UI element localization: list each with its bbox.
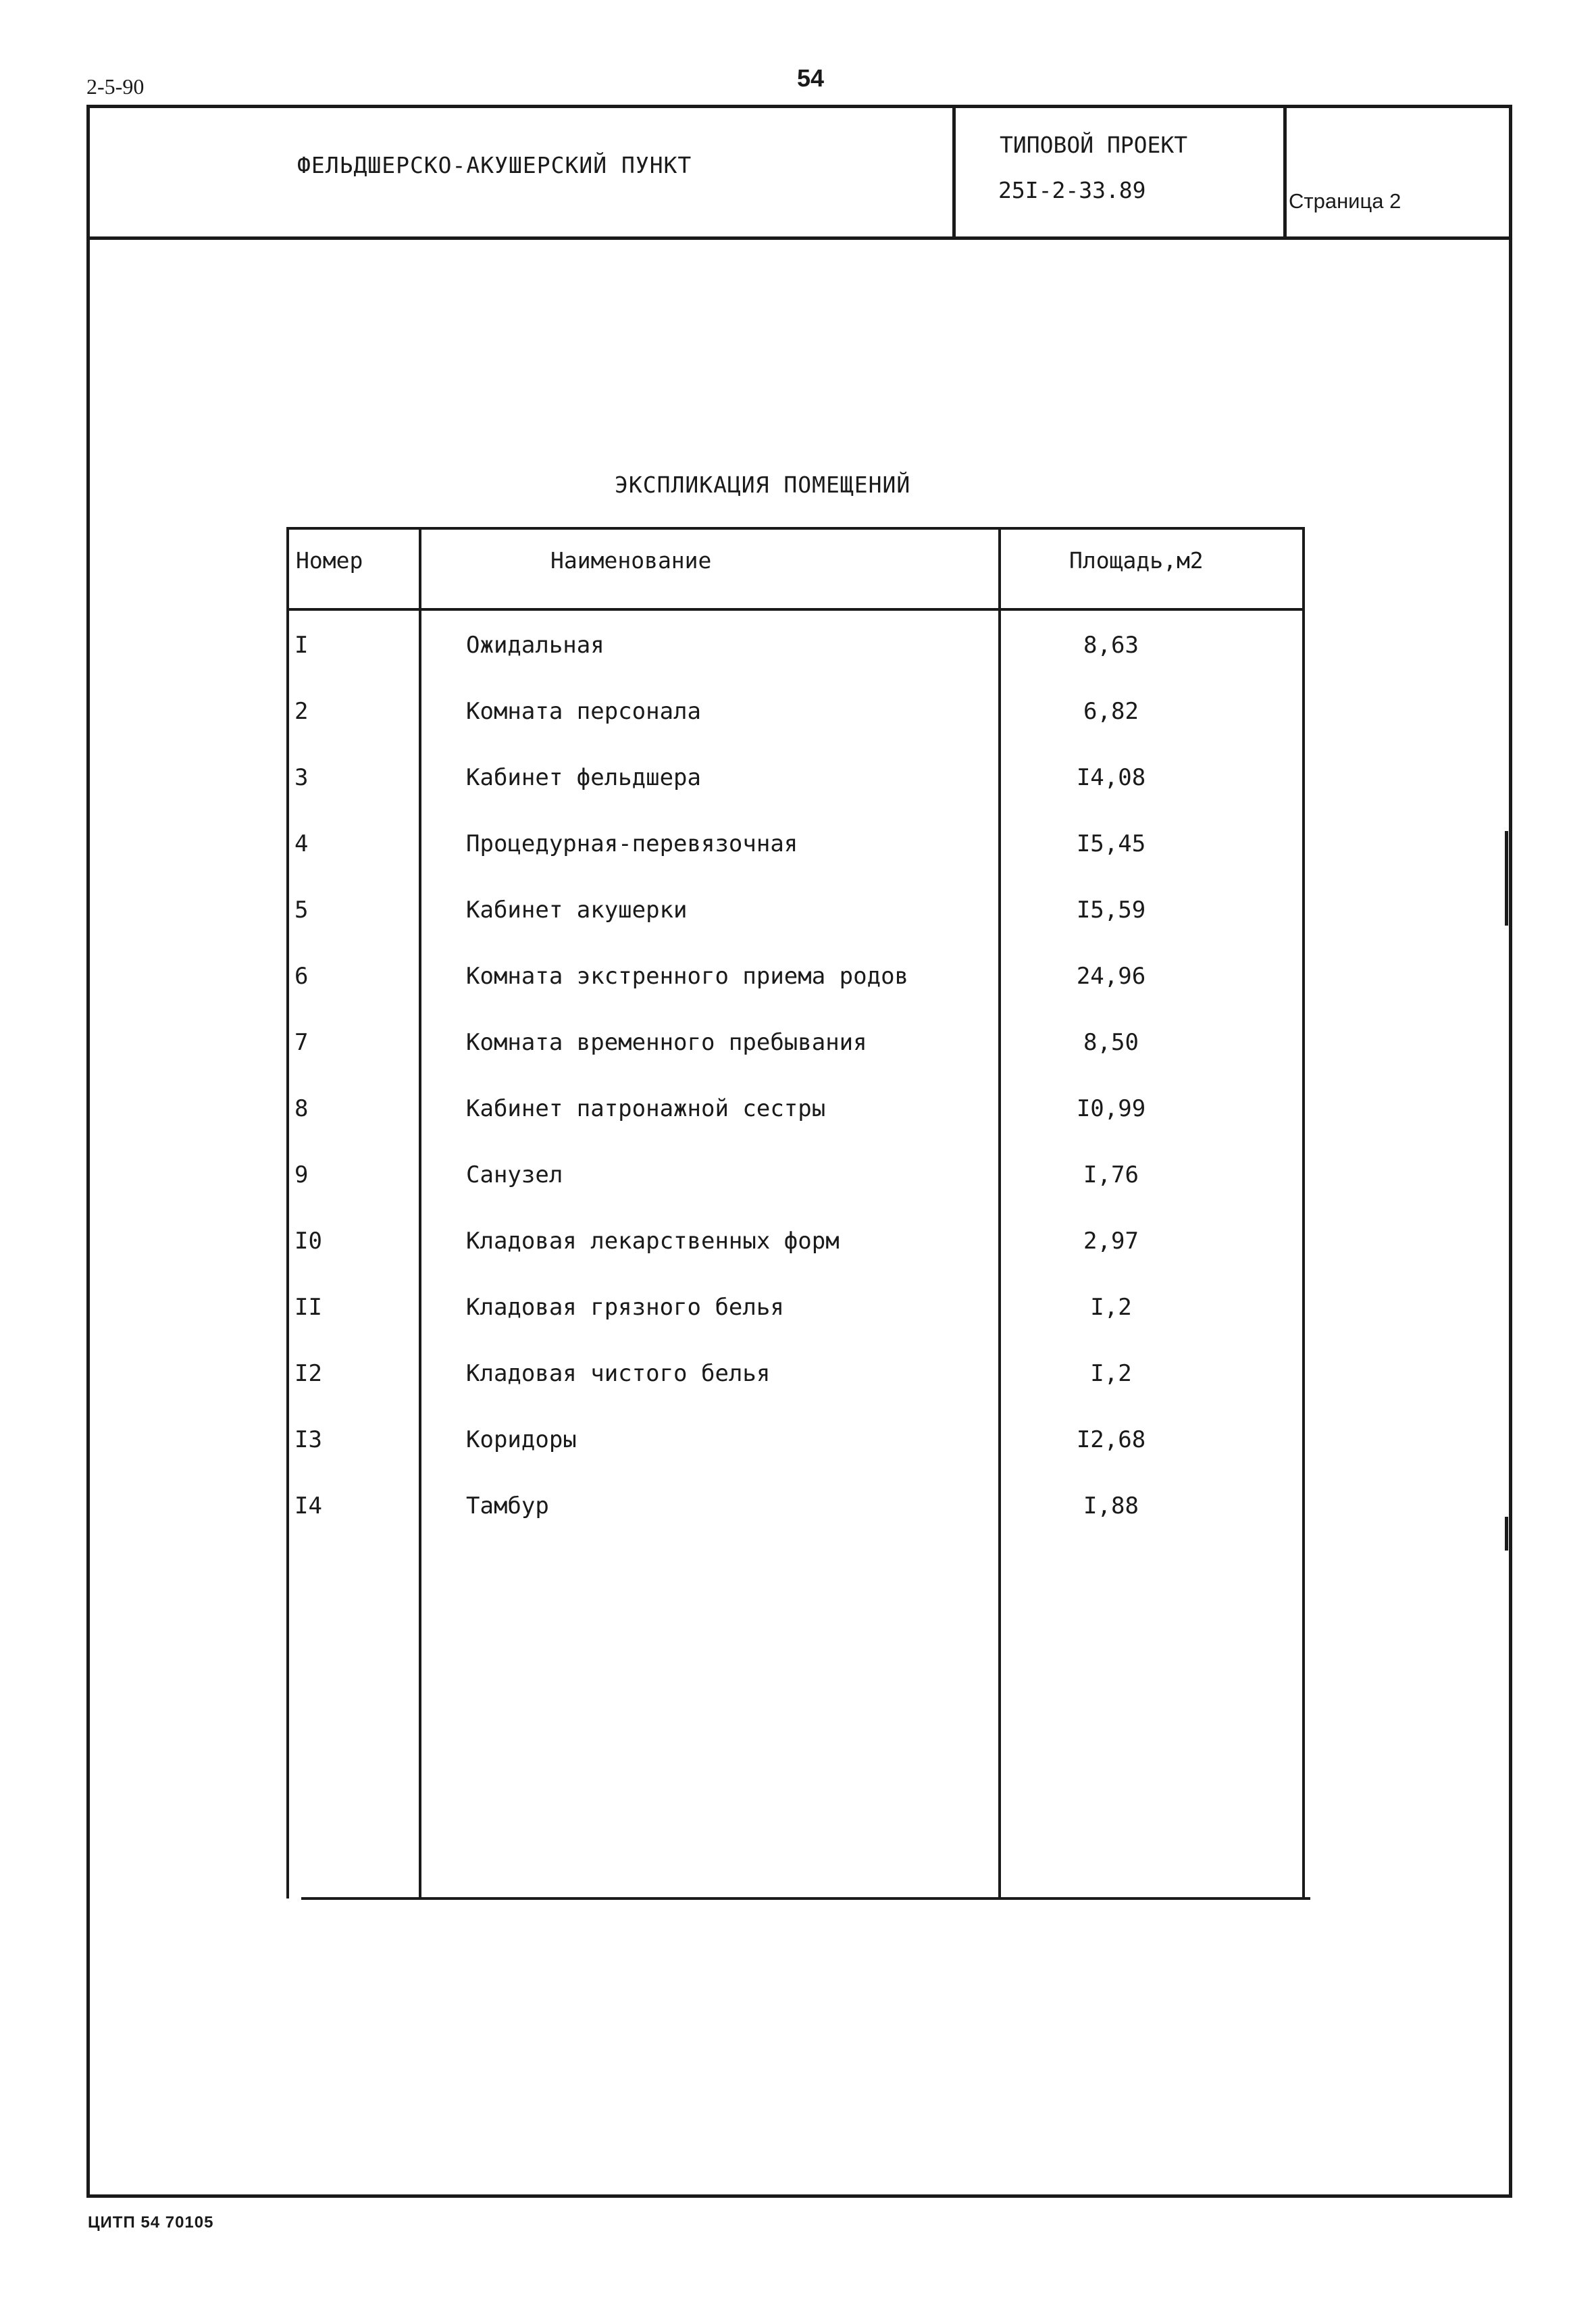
top-code: 2-5-90 [86, 74, 145, 99]
table-row [0, 1492, 1596, 1533]
room-number: II [294, 1294, 322, 1321]
room-area: I,76 [1083, 1161, 1139, 1188]
room-number: I2 [294, 1360, 322, 1387]
page-number: 54 [797, 64, 825, 92]
document-title: ФЕЛЬДШЕРСКО-АКУШЕРСКИЙ ПУНКТ [297, 152, 692, 178]
room-name: Комната временного пребывания [466, 1029, 867, 1056]
page-label: Страница 2 [1289, 189, 1401, 213]
room-number: 3 [294, 764, 309, 791]
room-area: 6,82 [1083, 698, 1139, 725]
table-row [0, 1029, 1596, 1070]
section-title: ЭКСПЛИКАЦИЯ ПОМЕЩЕНИЙ [615, 472, 911, 498]
table-row [0, 698, 1596, 738]
table-row [0, 1426, 1596, 1467]
table-row [0, 1294, 1596, 1334]
scan-edge-mark [1505, 885, 1508, 926]
room-name: Кабинет патронажной сестры [466, 1095, 826, 1122]
room-name: Кладовая чистого белья [466, 1360, 771, 1387]
header-divider [86, 236, 1512, 240]
room-number: 5 [294, 897, 309, 924]
room-number: I4 [294, 1492, 322, 1519]
room-area: I,2 [1090, 1360, 1132, 1387]
room-number: I3 [294, 1426, 322, 1453]
room-area: 8,50 [1083, 1029, 1139, 1056]
room-area: 2,97 [1083, 1228, 1139, 1255]
table-row [0, 830, 1596, 871]
scan-edge-mark [1505, 831, 1508, 885]
header-column-divider [952, 105, 956, 240]
column-header-area: Площадь,м2 [1069, 547, 1204, 574]
project-number: 25I-2-33.89 [998, 177, 1146, 203]
table-row [0, 1228, 1596, 1268]
table-row [0, 897, 1596, 937]
room-area: I,2 [1090, 1294, 1132, 1321]
scan-edge-mark [1505, 1517, 1508, 1551]
table-border-top [286, 527, 1305, 530]
table-row [0, 764, 1596, 805]
room-name: Кабинет акушерки [466, 897, 688, 924]
column-header-number: Номер [296, 547, 363, 574]
room-area: 24,96 [1076, 963, 1146, 990]
room-name: Комната экстренного приема родов [466, 963, 909, 990]
room-area: I4,08 [1076, 764, 1146, 791]
table-border-bottom [301, 1897, 1310, 1900]
document-frame [86, 105, 1512, 2198]
room-area: I0,99 [1076, 1095, 1146, 1122]
room-name: Кладовая грязного белья [466, 1294, 784, 1321]
header-column-divider [1283, 105, 1287, 240]
room-area: I5,59 [1076, 897, 1146, 924]
table-row [0, 632, 1596, 672]
table-row [0, 963, 1596, 1003]
room-name: Комната персонала [466, 698, 701, 725]
room-number: 6 [294, 963, 309, 990]
room-name: Процедурная-перевязочная [466, 830, 798, 857]
room-number: 7 [294, 1029, 309, 1056]
room-number: 4 [294, 830, 309, 857]
footer-code: ЦИТП 54 70105 [88, 2213, 214, 2232]
room-area: I2,68 [1076, 1426, 1146, 1453]
table-row [0, 1161, 1596, 1202]
room-name: Санузел [466, 1161, 563, 1188]
room-area: 8,63 [1083, 632, 1139, 659]
table-row [0, 1095, 1596, 1136]
project-label: ТИПОВОЙ ПРОЕКТ [1000, 132, 1188, 158]
table-row [0, 1360, 1596, 1401]
room-name: Кабинет фельдшера [466, 764, 701, 791]
table-header-divider [286, 608, 1305, 611]
room-number: 2 [294, 698, 309, 725]
room-name: Коридоры [466, 1426, 577, 1453]
column-header-name: Наименование [550, 547, 712, 574]
room-area: I5,45 [1076, 830, 1146, 857]
room-name: Тамбур [466, 1492, 549, 1519]
room-number: 9 [294, 1161, 309, 1188]
room-number: I [294, 632, 309, 659]
room-name: Кладовая лекарственных форм [466, 1228, 840, 1255]
room-number: I0 [294, 1228, 322, 1255]
room-area: I,88 [1083, 1492, 1139, 1519]
room-number: 8 [294, 1095, 309, 1122]
room-name: Ожидальная [466, 632, 604, 659]
